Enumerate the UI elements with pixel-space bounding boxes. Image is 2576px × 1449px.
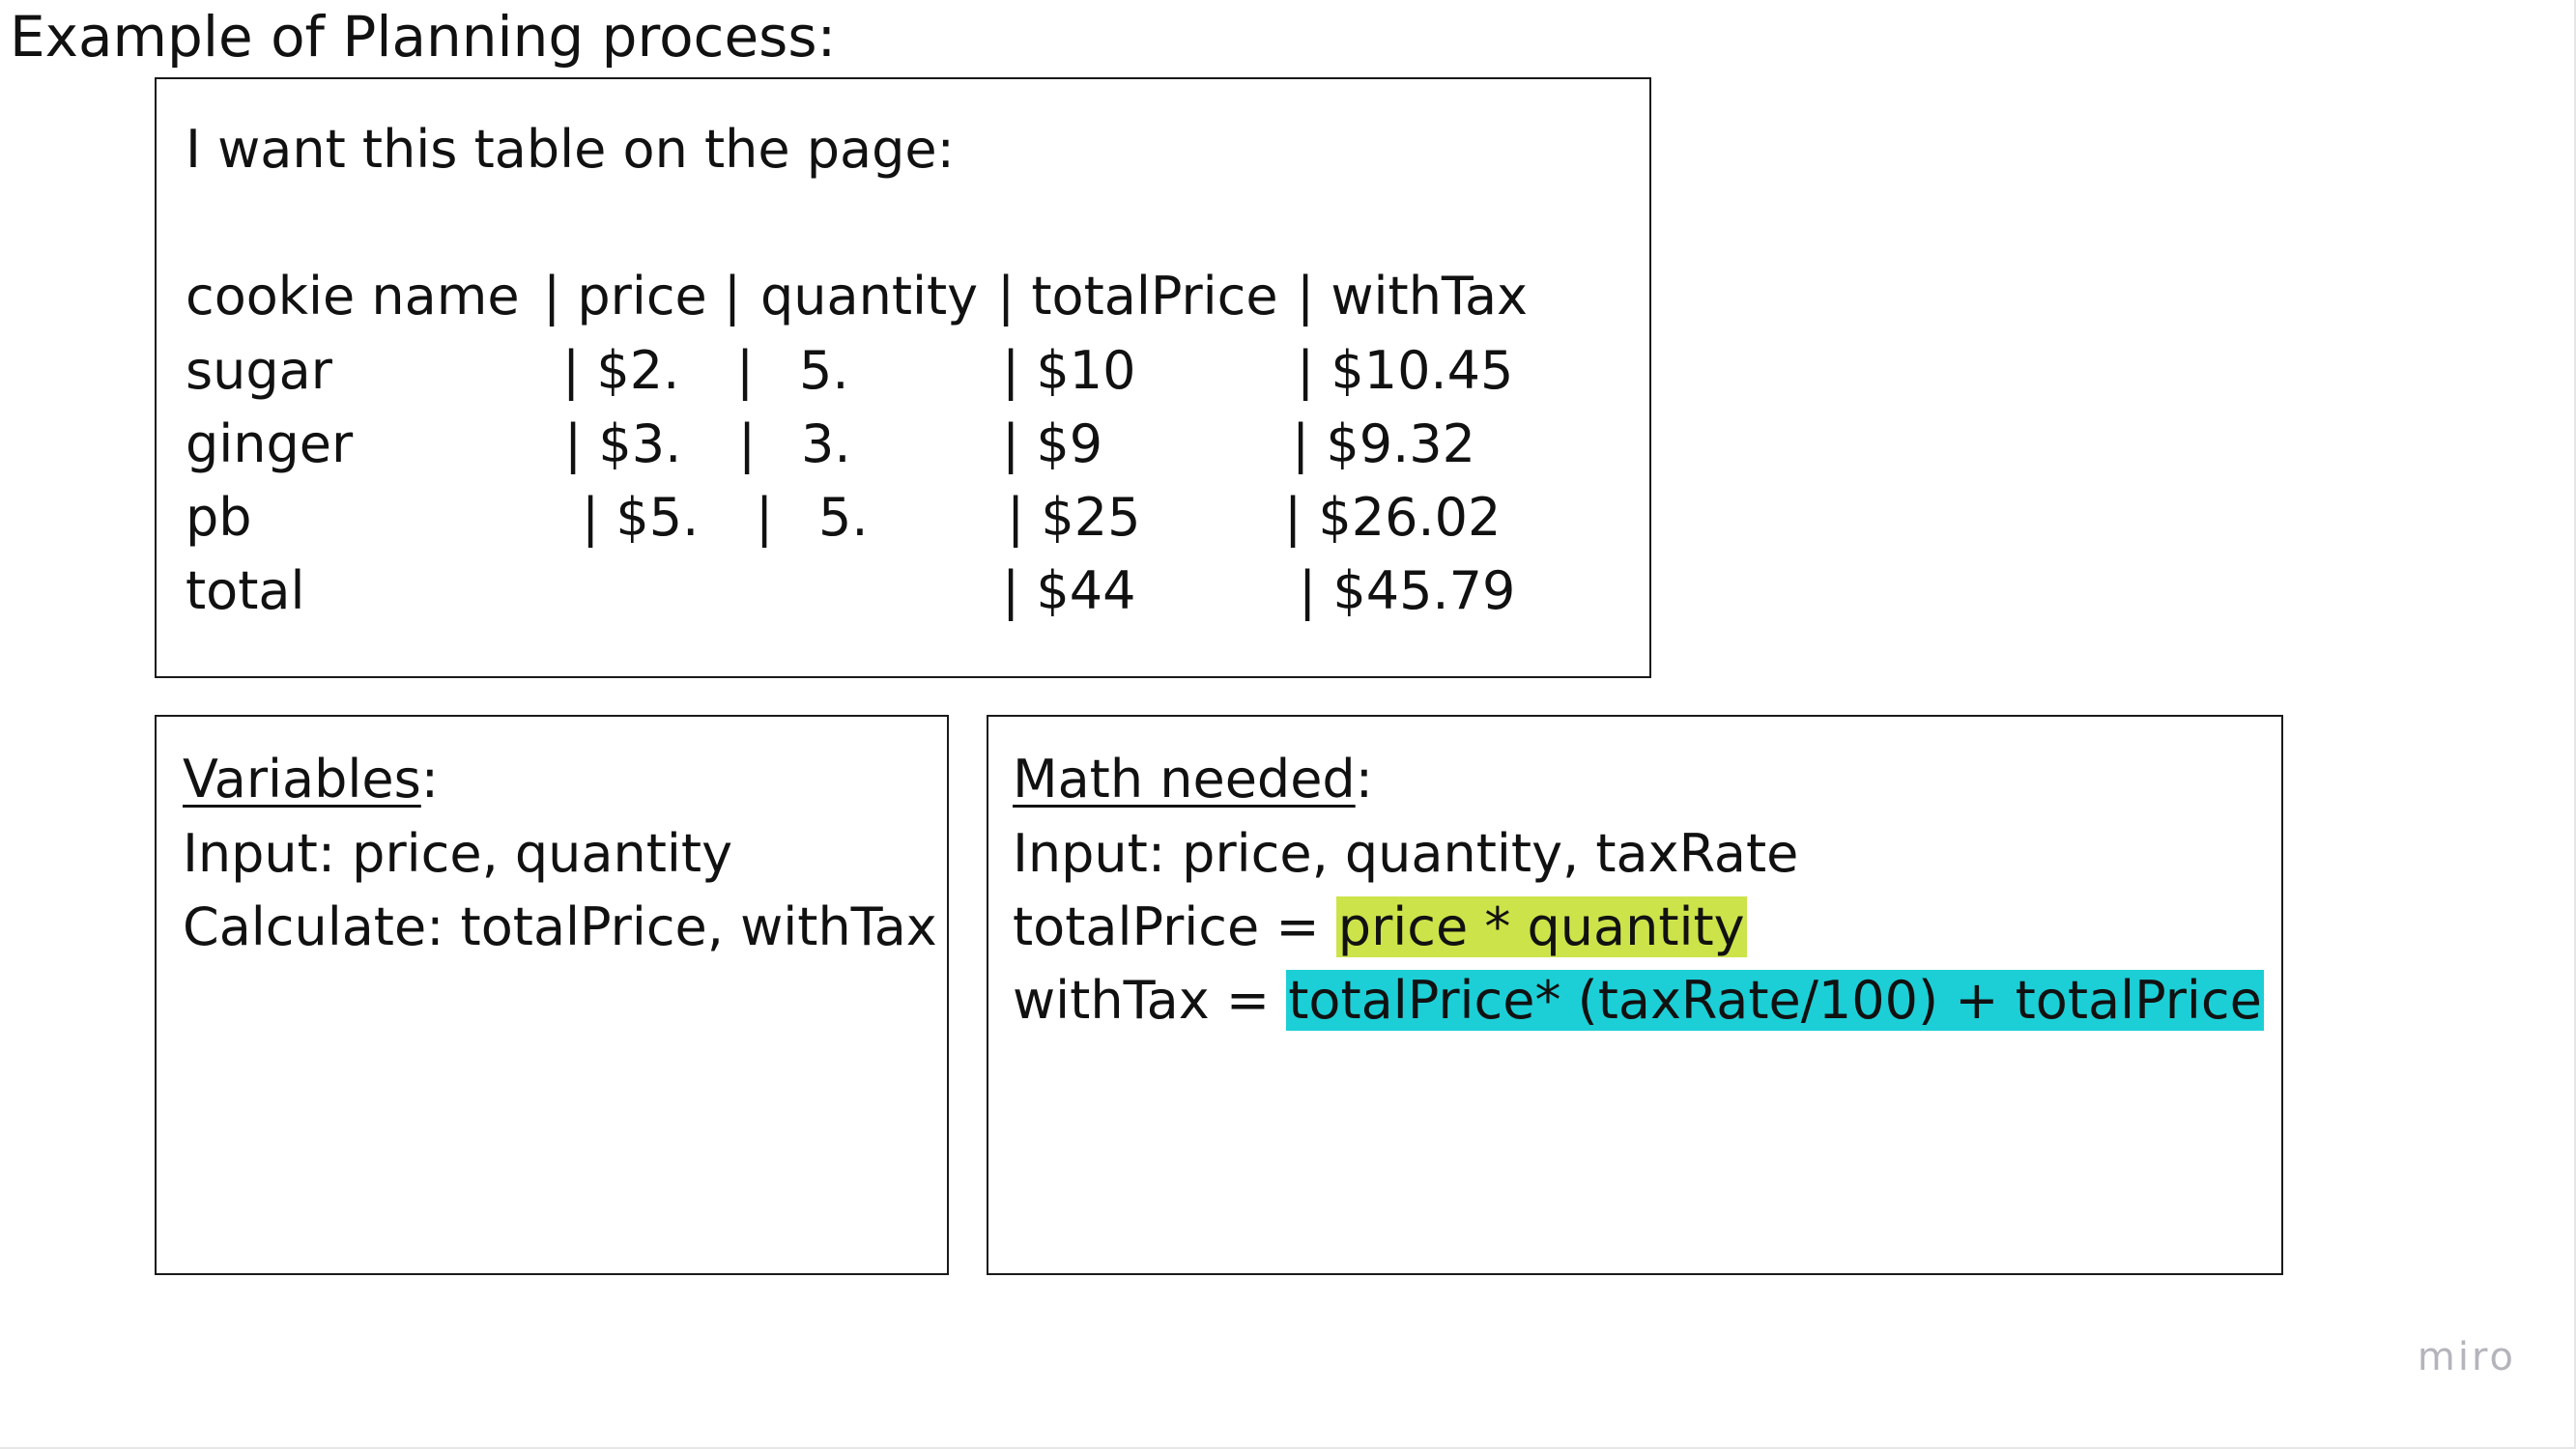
row-total-price: | $44 [1002, 560, 1136, 621]
row-price: | $3. [564, 413, 682, 474]
math-heading-colon: : [1355, 749, 1373, 810]
math-heading-line [1013, 742, 1373, 816]
row-total-price: | $9 [1002, 413, 1103, 474]
math-tax-line [1013, 963, 2264, 1037]
header-with-tax: | withTax [1297, 266, 1529, 327]
header-cookie-name: cookie name [186, 266, 520, 327]
row-with-tax: | $9.32 [1292, 413, 1475, 474]
row-with-tax: | $45.79 [1299, 560, 1516, 621]
row-with-tax: | $10.45 [1297, 340, 1514, 401]
variables-input-line: Input: price, quantity [183, 823, 733, 884]
row-separator: | [756, 487, 774, 548]
row-total-price: | $10 [1002, 340, 1136, 401]
total-price-formula-highlight: price * quantity [1337, 896, 1745, 957]
row-quantity: 5. [799, 340, 849, 401]
row-separator: | [736, 340, 755, 401]
row-name: total [186, 560, 305, 621]
row-name: pb [186, 487, 252, 548]
variables-heading-line [183, 742, 439, 816]
variables-box[interactable] [155, 715, 949, 1275]
math-input-line: Input: price, quantity, taxRate [1013, 823, 1799, 884]
row-price: | $5. [582, 487, 700, 548]
with-tax-formula-highlight: totalPrice* (taxRate/100) + totalPrice [1288, 970, 2262, 1031]
row-separator: | [738, 413, 757, 474]
variables-heading-colon: : [420, 749, 439, 810]
table-intro-text: I want this table on the page: [186, 119, 955, 180]
header-quantity: quantity [760, 266, 979, 327]
row-name: sugar [186, 340, 332, 401]
header-total-price: | totalPrice [997, 266, 1278, 327]
total-price-label: totalPrice = [1013, 896, 1336, 957]
row-name: ginger [186, 413, 354, 474]
header-price: | price | [543, 266, 742, 327]
variables-calculate-line: Calculate: totalPrice, withTax [183, 896, 937, 957]
table-plan-box[interactable] [155, 77, 1651, 678]
page-title: Example of Planning process: [10, 4, 837, 70]
row-total-price: | $25 [1007, 487, 1141, 548]
row-quantity: 3. [801, 413, 851, 474]
with-tax-label: withTax = [1013, 970, 1287, 1031]
row-price: | $2. [562, 340, 680, 401]
miro-watermark-logo: miro [2417, 1335, 2516, 1379]
math-total-line [1013, 890, 1747, 964]
math-heading: Math needed [1013, 749, 1356, 810]
row-with-tax: | $26.02 [1284, 487, 1502, 548]
math-needed-box[interactable] [987, 715, 2283, 1275]
variables-heading: Variables [183, 749, 421, 810]
row-quantity: 5. [818, 487, 869, 548]
